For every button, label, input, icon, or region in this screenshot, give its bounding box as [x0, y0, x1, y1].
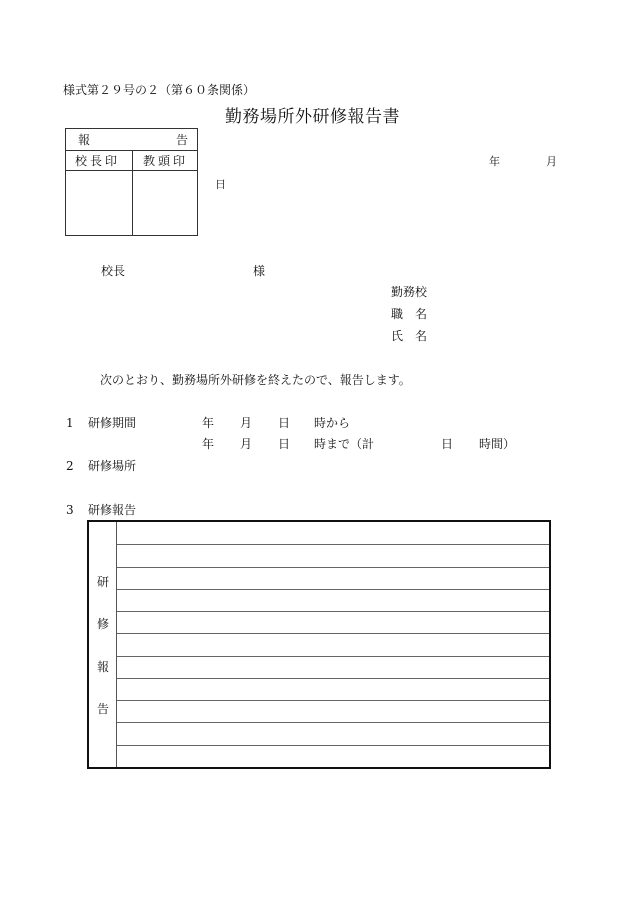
report-row[interactable]	[117, 656, 549, 678]
report-row[interactable]	[117, 633, 549, 655]
section-2-number: 2	[66, 459, 74, 473]
addressee-label: 校長	[101, 264, 126, 278]
date-day: 日	[215, 178, 226, 191]
report-rule-line	[117, 745, 549, 746]
applicant-position: 職 名	[391, 307, 428, 321]
report-row[interactable]	[117, 567, 549, 589]
date-year: 年	[489, 155, 500, 168]
report-row[interactable]	[117, 745, 549, 767]
report-row[interactable]	[117, 522, 549, 544]
report-label-char-4: 告	[97, 702, 110, 716]
report-label-column	[89, 522, 117, 767]
addressee-honorific: 様	[253, 264, 266, 278]
stamp-header	[66, 129, 197, 151]
form-number: 様式第２９号の２（第６０条関係）	[63, 83, 256, 97]
section-1-label: 研修期間	[88, 416, 137, 430]
report-rule-line	[117, 567, 549, 568]
period-to-year: 年	[202, 437, 215, 451]
period-to-day: 日	[278, 437, 291, 451]
section-3-label: 研修報告	[88, 503, 137, 517]
vice-principal-seal-cell[interactable]	[133, 172, 197, 235]
report-row[interactable]	[117, 700, 549, 722]
page-title: 勤務場所外研修報告書	[225, 107, 400, 127]
report-rule-line	[117, 722, 549, 723]
principal-seal-label: 校長印	[75, 154, 121, 168]
report-rule-line	[117, 611, 549, 612]
report-row[interactable]	[117, 544, 549, 566]
period-from-year: 年	[202, 416, 215, 430]
report-rule-line	[117, 633, 549, 634]
period-total-hours: 時間）	[479, 437, 516, 451]
report-row[interactable]	[117, 722, 549, 744]
stamp-header-left: 報	[78, 133, 91, 147]
period-to-time: 時まで（計	[314, 437, 375, 451]
report-rule-line	[117, 544, 549, 545]
approval-stamp-box	[65, 128, 198, 236]
report-row[interactable]	[117, 611, 549, 633]
report-rule-line	[117, 700, 549, 701]
report-table	[87, 520, 551, 769]
applicant-name: 氏 名	[391, 329, 428, 343]
date-month: 月	[546, 155, 557, 168]
section-2-label: 研修場所	[88, 459, 137, 473]
period-from-month: 月	[240, 416, 253, 430]
report-label-char-1: 研	[97, 575, 110, 589]
report-rule-line	[117, 656, 549, 657]
period-to-month: 月	[240, 437, 253, 451]
period-from-day: 日	[278, 416, 291, 430]
report-label-char-2: 修	[97, 617, 110, 631]
report-row[interactable]	[117, 678, 549, 700]
period-from-time: 時から	[314, 416, 351, 430]
report-row[interactable]	[117, 589, 549, 611]
report-rule-line	[117, 678, 549, 679]
vice-principal-seal-label: 教頭印	[143, 154, 189, 168]
section-1-number: 1	[66, 416, 74, 430]
applicant-school: 勤務校	[391, 285, 428, 299]
principal-seal-cell[interactable]	[66, 172, 132, 235]
stamp-header-right: 告	[176, 133, 189, 147]
section-3-number: 3	[66, 503, 74, 517]
period-total-day: 日	[441, 437, 454, 451]
intro-text: 次のとおり、勤務場所外研修を終えたので、報告します。	[100, 373, 411, 387]
report-rule-line	[117, 589, 549, 590]
report-label-char-3: 報	[97, 660, 110, 674]
